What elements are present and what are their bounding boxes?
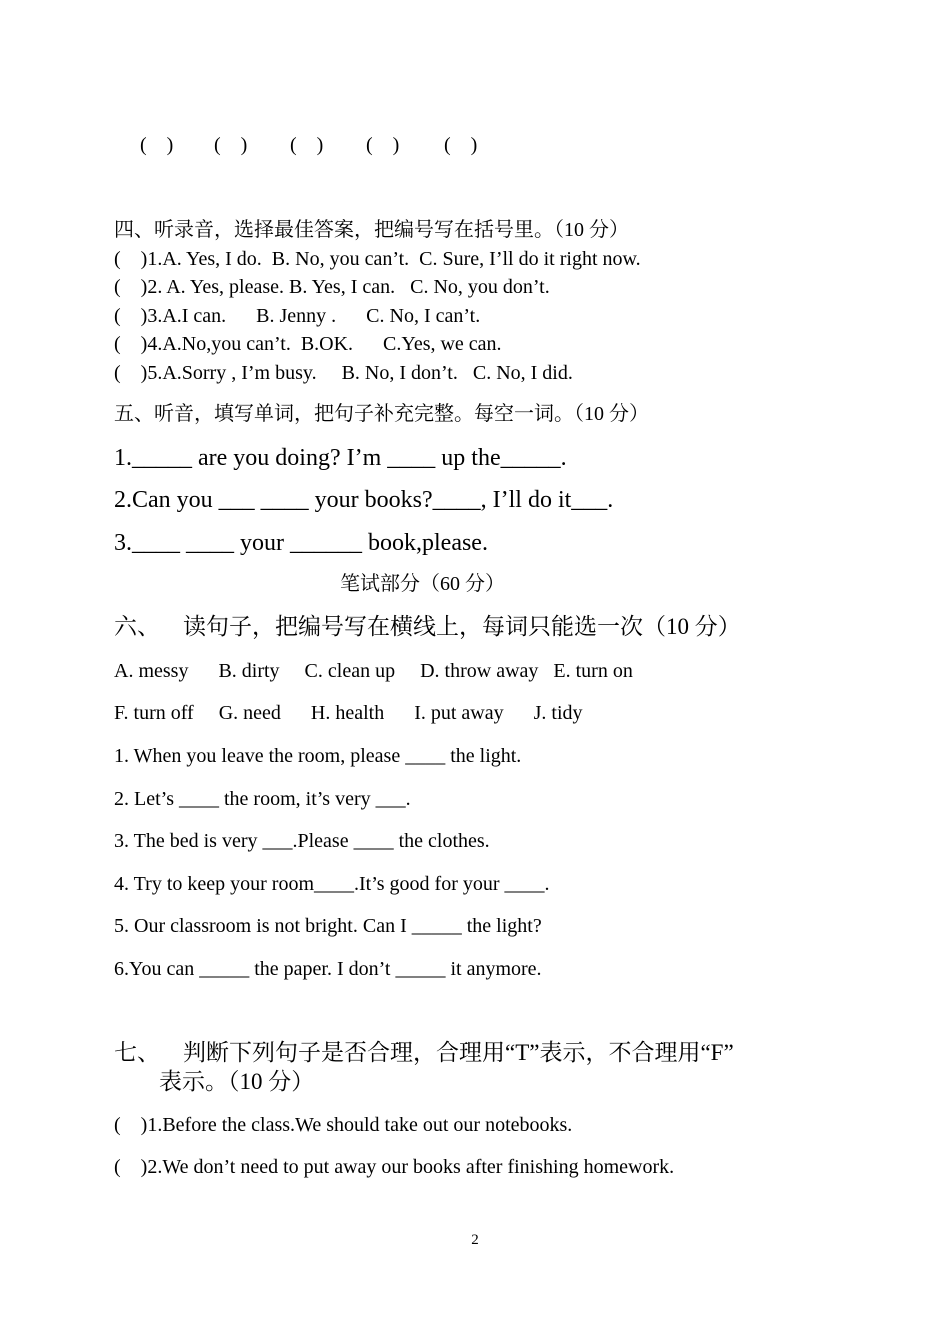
section4-item-1: ( )1.A. Yes, I do. B. No, you can’t. C. Sure, I’ll do it right now. <box>114 248 641 270</box>
answer-paren-3: ( ) <box>290 134 324 156</box>
section7-item-2: ( )2.We don’t need to put away our books after finishing homework. <box>114 1156 675 1178</box>
section4-item-3: ( )3.A.I can. B. Jenny . C. No, I can’t. <box>114 305 481 327</box>
section5-item-3: 3.____ ____ your ______ book,please. <box>114 530 488 556</box>
section6-options-row2: F. turn off G. need H. health I. put away J. tidy <box>114 702 583 724</box>
answer-paren-4: ( ) <box>366 134 400 156</box>
section4-item-4: ( )4.A.No,you can’t. B.OK. C.Yes, we can. <box>114 333 502 355</box>
section6-item-3: 3. The bed is very ___.Please ____ the clothes. <box>114 830 490 852</box>
section7-item-1: ( )1.Before the class.We should take out our notebooks. <box>114 1114 573 1136</box>
section6-item-1: 1. When you leave the room, please ____ the light. <box>114 745 522 767</box>
section6-options-row1: A. messy B. dirty C. clean up D. throw away E. turn on <box>114 660 633 682</box>
section7-heading-line2: 表示。（10 分） <box>159 1069 315 1094</box>
answer-paren-2: ( ) <box>214 134 248 156</box>
section4-heading: 四、听录音，选择最佳答案，把编号写在括号里。（10 分） <box>114 219 629 241</box>
section6-item-5: 5. Our classroom is not bright. Can I _____ the light? <box>114 915 542 937</box>
section5-heading: 五、听音，填写单词，把句子补充完整。每空一词。（10 分） <box>114 403 649 425</box>
section4-item-5: ( )5.A.Sorry , I’m busy. B. No, I don’t. C. No, I did. <box>114 362 573 384</box>
section4-item-2: ( )2. A. Yes, please. B. Yes, I can. C. No, you don’t. <box>114 276 550 298</box>
section7-heading-line1: 七、 判断下列句子是否合理，合理用“T”表示，不合理用“F” <box>114 1040 734 1065</box>
section6-item-2: 2. Let’s ____ the room, it’s very ___. <box>114 788 411 810</box>
section6-heading: 六、 读句子，把编号写在横线上，每词只能选一次（10 分） <box>114 614 741 639</box>
section6-item-4: 4. Try to keep your room____.It’s good for your ____. <box>114 873 550 895</box>
section5-item-2: 2.Can you ___ ____ your books?____, I’ll do it___. <box>114 487 614 513</box>
answer-paren-1: ( ) <box>140 134 174 156</box>
section5-item-1: 1._____ are you doing? I’m ____ up the_____. <box>114 445 567 471</box>
section6-item-6: 6.You can _____ the paper. I don’t _____ it anymore. <box>114 958 542 980</box>
written-part-heading: 笔试部分（60 分） <box>340 573 505 595</box>
page-number: 2 <box>471 1232 479 1248</box>
answer-paren-5: ( ) <box>444 134 478 156</box>
